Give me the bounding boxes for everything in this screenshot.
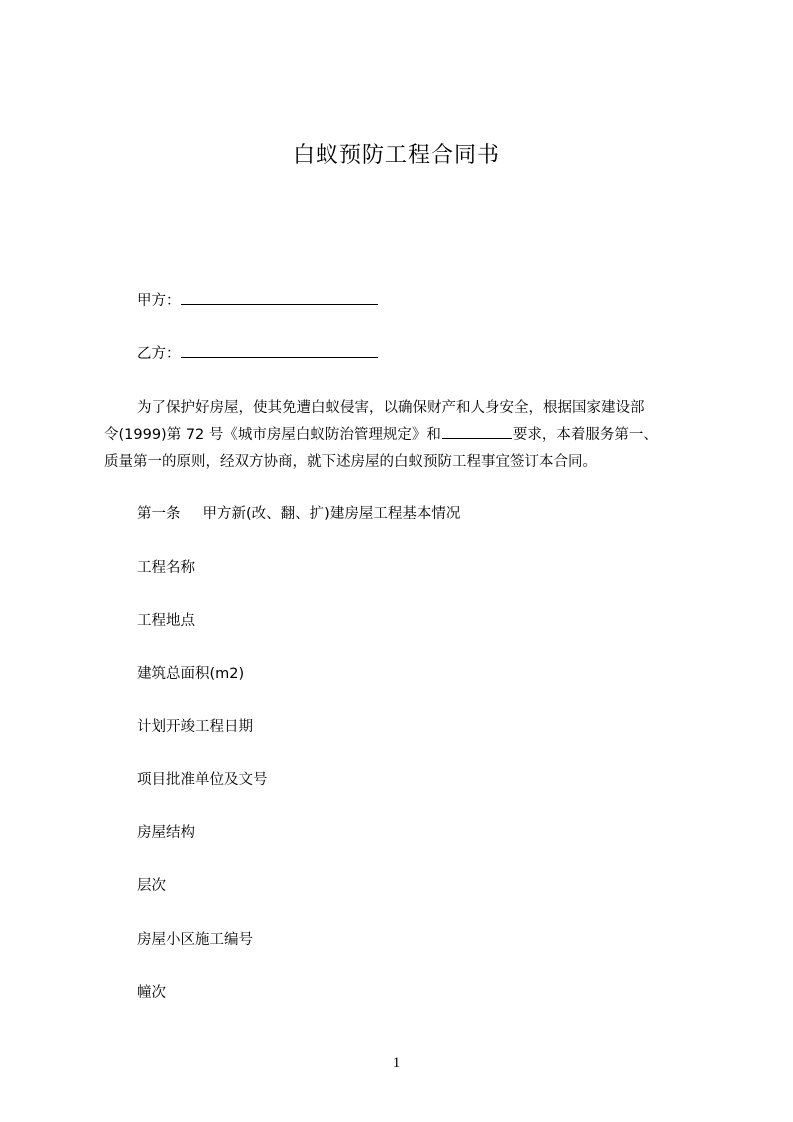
intro-line-2-after: 要求，本着服务第一、 bbox=[512, 427, 658, 443]
intro-line-2-before: 令(1999)第 72 号《城市房屋白蚁防治管理规定》和 bbox=[104, 427, 441, 443]
field-building-number: 幢次 bbox=[137, 985, 166, 1001]
party-a-blank bbox=[181, 290, 378, 305]
article-1-number: 第一条 bbox=[137, 506, 181, 522]
field-house-structure: 房屋结构 bbox=[137, 825, 195, 841]
field-approval-unit: 项目批准单位及文号 bbox=[137, 772, 268, 788]
document-title: 白蚁预防工程合同书 bbox=[292, 143, 500, 168]
party-a-label: 甲方： bbox=[137, 293, 181, 309]
requirement-blank bbox=[442, 424, 512, 439]
party-b-line bbox=[137, 343, 378, 364]
field-project-location: 工程地点 bbox=[137, 613, 195, 629]
intro-line-1: 为了保护好房屋，使其免遭白蚁侵害，以确保财产和人身安全，根据国家建设部 bbox=[137, 400, 645, 416]
intro-line-2 bbox=[104, 422, 692, 449]
page-number: 1 bbox=[392, 1055, 401, 1071]
party-b-blank bbox=[181, 343, 378, 358]
party-a-line bbox=[137, 290, 378, 311]
intro-paragraph bbox=[104, 395, 692, 476]
field-total-area: 建筑总面积(m2) bbox=[137, 666, 245, 682]
field-construction-number: 房屋小区施工编号 bbox=[137, 932, 253, 948]
article-1-title: 甲方新(改、翻、扩)建房屋工程基本情况 bbox=[202, 506, 461, 522]
party-b-label: 乙方： bbox=[137, 346, 181, 362]
field-planned-dates: 计划开竣工程日期 bbox=[137, 719, 253, 735]
intro-line-3: 质量第一的原则，经双方协商，就下述房屋的白蚁预防工程事宜签订本合同。 bbox=[104, 454, 597, 470]
article-1-heading bbox=[137, 504, 460, 524]
field-floors: 层次 bbox=[137, 878, 166, 894]
field-project-name: 工程名称 bbox=[137, 560, 195, 576]
